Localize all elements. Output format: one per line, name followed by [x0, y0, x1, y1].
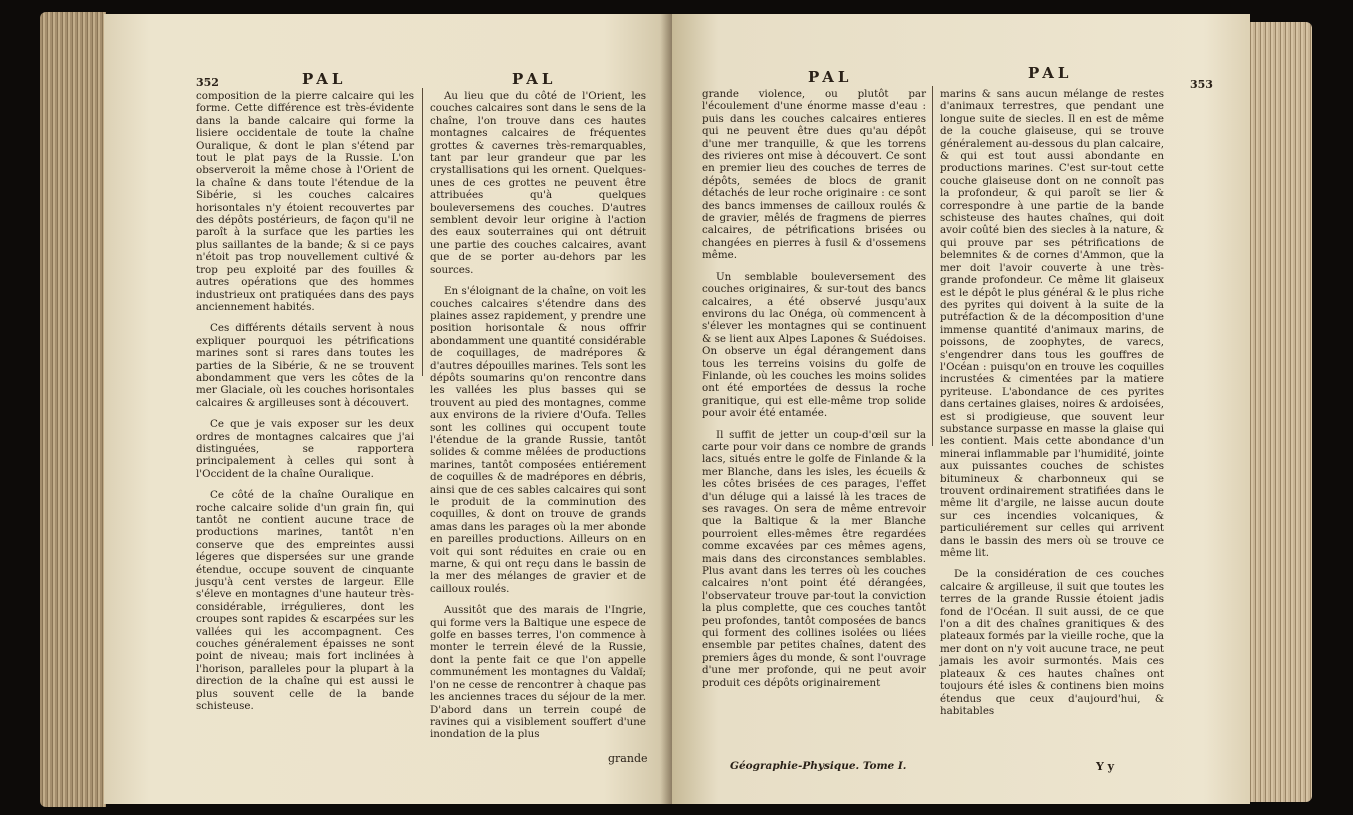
paragraph: marins & sans aucun mélange de restes d'animaux terrestres, que pendant une longue suite de siecles. Il en est de même de la couche glaiseuse, qui se trouve généralement au-dessous du plan calcaire, & qui est tout aussi abondante en productions marines. C'est sur-tout cette couche glaiseuse dont on ne connoît pas la profondeur, & qui paroît se lier & correspondre à une partie de la bande schisteuse des hautes chaînes, qui doit avoir coûté bien des siecles à la nature, & qui prouve par ses pétrifications de belemnites & de cornes d'Ammon, que la mer doit l'avoir couverte à une très-grande profondeur. Ce même lit glaiseux est le dépôt le plus général & le plus riche des pyrites qui doivent à la suite de la putréfaction & de la décomposition d'une immense quantité d'animaux marins, de poissons, de zoophytes, de varecs, s'engendrer dans tous les gouffres de l'Océan : puisqu'on en trouve les coquilles incrustées & cimentées par la matiere pyriteuse. L'abondance de ces pyrites dans certaines glaises, noires & ardoisées, est si prodigieuse, que souvent leur substance surpasse en masse la glaise qui les contient. Mais cette abondance d'un minerai inflammable par l'humidité, jointe aux puissantes couches de schistes bitumineux & charbonneux qui se trouvent ordinairement stratifiées dans le même lit d'argile, ne laisse aucun doute sur ces incendies volcaniques, & particuliérement sur celles qui arrivent dans le bassin des mers où se trouve ce même lit. [940, 88, 1164, 560]
running-head-left: PAL [808, 68, 853, 86]
text-column-2 [430, 90, 646, 750]
right-page [672, 14, 1250, 804]
paragraph: En s'éloignant de la chaîne, on voit les couches calcaires s'étendre dans des plaines assez rapidement, y prendre une position horisontale & nous offrir abondamment une quantité considérable de coquillages, de madrépores & d'autres dépouilles marines. Tels sont les dépôts soumarins qu'on rencontre dans les vallées les plus basses qui se trouvent au pied des montagnes, comme aux environs de la riviere d'Oufa. Telles sont les collines qui occupent toute l'étendue de la grande Russie, tantôt solides & comme mêlées de productions marines, tantôt composées entiérement de coquilles & de madrépores en débris, ainsi que de ces sables calcaires qui sont le produit de la comminution des coquilles, & dont on trouve de grands amas dans les parages où la mer abonde en pareilles productions. Ailleurs on en voit qui sont réduites en craie ou en marne, & qui ont reçu dans le bassin de la mer des mélanges de gravier et de cailloux roulés. [430, 285, 646, 595]
column-rule [422, 88, 423, 376]
page-number: 352 [196, 76, 219, 89]
column-rule [932, 86, 933, 446]
paragraph: Ces différents détails servent à nous expliquer pourquoi les pétrifications marines sont si rares dans toutes les parties de la Sibérie, & ne se trouvent abondamment que vers les côtes de la mer Glaciale, où les couches horisontales calcaires & argilleuses sont à découvert. [196, 322, 414, 409]
running-head-right: PAL [512, 70, 557, 88]
left-page [104, 14, 672, 804]
paragraph: Un semblable bouleversement des couches originaires, & sur-tout des bancs calcaires, a été observé jusqu'aux environs du lac Onéga, où commencent à s'élever les montagnes qui se continuent & se lient aux Alpes Lapones & Suédoises. On observe un égal dérangement dans tous les terreins voisins du golfe de Finlande, où les couches les moins solides ont été emportées de dessus la roche granitique, qui est elle-même trop solide pour avoir été entamée. [702, 270, 926, 420]
running-head-right: PAL [1028, 64, 1073, 82]
paragraph: composition de la pierre calcaire qui les forme. Cette différence est très-évidente dans la bande calcaire qui forme la lisiere occidentale de toute la chaîne Ouralique, & dont le plan s'étend par tout le plat pays de la Russie. L'on observeroit la même chose à l'Orient de la chaîne & dans toute l'étendue de la Sibérie, si les couches calcaires horisontales n'y étoient recouvertes par des dépôts postérieurs, de façon qu'il ne paroît à la surface que les parties les plus saillantes de la bande; & si ce pays n'étoit pas trop nouvellement cultivé & trop peu exploité par des fouilles & autres opérations que des hommes industrieux ont pratiquées dans des pays anciennement habités. [196, 90, 414, 313]
right-page-edges [1248, 22, 1312, 802]
text-column-1 [196, 90, 414, 722]
paragraph: grande violence, ou plutôt par l'écoulement d'une énorme masse d'eau : puis dans les couches calcaires entieres qui ne peuvent être dues qu'au dépôt d'une mer tranquille, & que les torrens des rivieres ont mise à découvert. Ce sont en premier lieu des couches de terres de dépôts, semées de blocs de granit détachés de leur roche originaire : ce sont des bancs immenses de cailloux roulés & de gravier, mêlés de fragmens de pierres calcaires, de pétrifications brisées ou changées en pierres à fusil & d'ossemens même. [702, 88, 926, 262]
running-head-left: PAL [302, 70, 347, 88]
paragraph: Il suffit de jetter un coup-d'œil sur la carte pour voir dans ce nombre de grands lacs, situés entre le golfe de Finlande & la mer Blanche, dans les isles, les écueils & les côtes brisées de ces parages, l'effet d'un déluge qui a laissé là les traces de ses ravages. On sera de même entrevoir que la Baltique & la mer Blanche pourroient elles-mêmes être regardées comme excavées par ces mêmes agens, mais dans des circonstances semblables. Plus avant dans les terres où les couches calcaires n'ont point été dérangées, l'observateur trouve par-tout la conviction la plus complette, que ces couches tantôt peu profondes, tantôt composées de bancs qui forment des collines isolées ou liées ensemble par petites chaînes, datent des premiers âges du monde, & sont l'ouvrage d'une mer profonde, qui ne peut avoir produit ces dépôts originairement [702, 428, 926, 689]
paragraph: De la considération de ces couches calcaire & argilleuse, il suit que toutes les terres de la grande Russie étoient jadis fond de l'Océan. Il suit aussi, de ce que l'on a dit des chaînes granitiques & des plateaux formés par la vieille roche, que la mer dont on n'y voit aucune trace, ne peut jamais les avoir surmontés. Mais ces plateaux & ces hautes chaînes ont toujours été isles & continens bien moins étendus que ceux d'aujourd'hui, & habitables [940, 568, 1164, 717]
left-page-edges [40, 12, 106, 807]
text-column-2 [940, 88, 1164, 726]
footer-title: Géographie-Physique. Tome I. [730, 760, 907, 772]
catchword: grande [608, 752, 648, 765]
paragraph: Aussitôt que des marais de l'Ingrie, qui forme vers la Baltique une espece de golfe en basses terres, l'on commence à monter le terrein élevé de la Russie, dont la pente fait ce que l'on appelle communément les montagnes du Valdaï; l'on ne cesse de rencontrer à chaque pas les anciennes traces du séjour de la mer. D'abord dans un terrein coupé de ravines qui a visiblement souffert d'une inondation de la plus [430, 604, 646, 741]
paragraph: Ce côté de la chaîne Ouralique en roche calcaire solide d'un grain fin, qui tantôt ne contient aucune trace de productions marines, tantôt n'en conserve que des empreintes aussi légeres que dispersées sur une grande étendue, occupe souvent de cinquante jusqu'à cent verstes de largeur. Elle s'éleve en montagnes d'une hauteur très-considérable, irrégulieres, dont les croupes sont rapides & escarpées sur les vallées qui les accompagnent. Ces couches généralement épaisses ne sont point de niveau; mais fort inclinées à l'horison, paralleles pour la plupart à la direction de la chaîne qui est aussi le plus souvent celle de la bande schisteuse. [196, 489, 414, 713]
page-number: 353 [1190, 78, 1213, 91]
paragraph: Ce que je vais exposer sur les deux ordres de montagnes calcaires que j'ai distinguées, se rapportera principalement à celles qui sont à l'Occident de la chaîne Ouralique. [196, 418, 414, 480]
signature-mark: Y y [1096, 760, 1115, 773]
paragraph: Au lieu que du côté de l'Orient, les couches calcaires sont dans le sens de la chaîne, l'on trouve dans ces hautes montagnes calcaires de fréquentes grottes & cavernes très-remarquables, tant par leur grandeur que par les crystallisations qui les ornent. Quelques-unes de ces grottes ne peuvent être attribuées qu'à quelques bouleversemens des couches. D'autres semblent devoir leur origine à l'action des eaux souterraines qui ont détruit une partie des couches calcaires, avant que de se porter au-dehors par les sources. [430, 90, 646, 276]
text-column-1 [702, 88, 926, 698]
